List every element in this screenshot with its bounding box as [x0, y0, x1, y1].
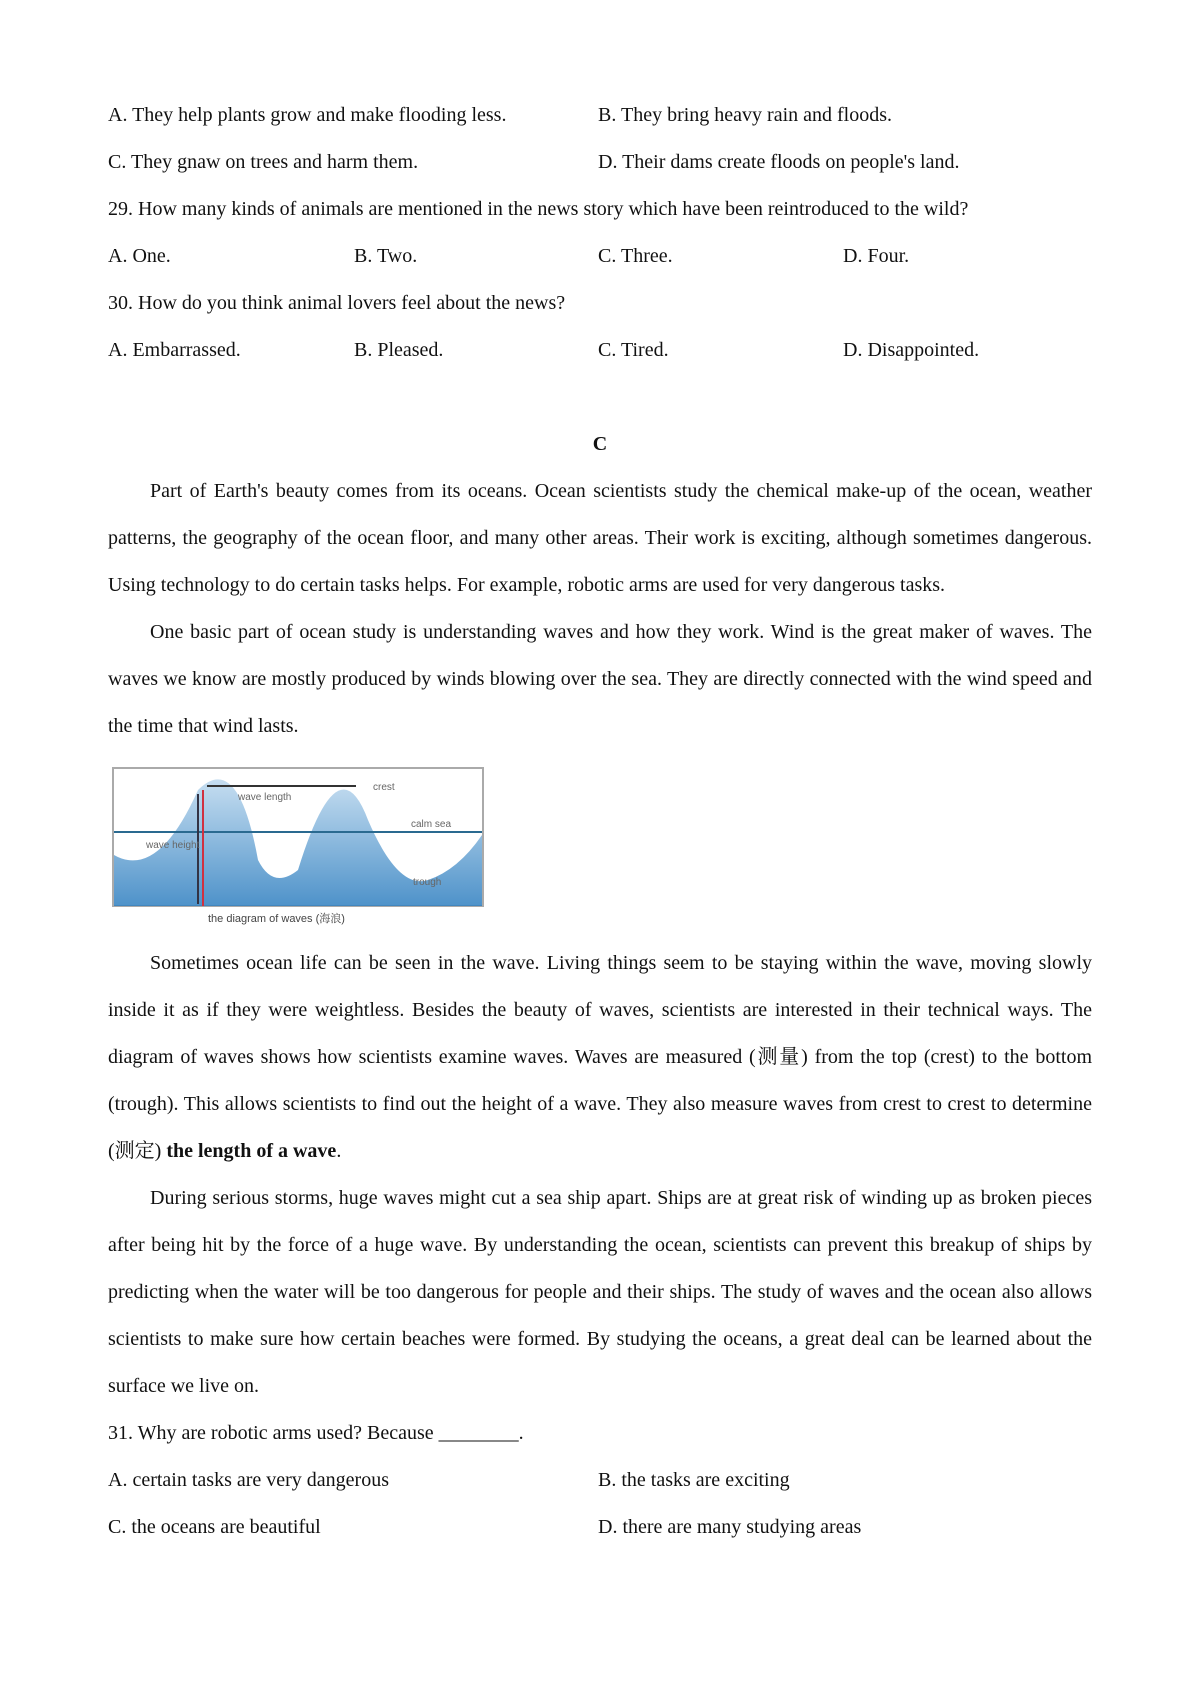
period: .: [336, 1140, 342, 1162]
option-d: D. Their dams create floods on people's land.: [598, 151, 960, 173]
option-a: A. certain tasks are very dangerous: [108, 1469, 389, 1491]
paragraph-1: Part of Earth's beauty comes from its oceans. Ocean scientists study the chemical make-up of the ocean, weather patterns, the geography of the ocean floor, and many other areas. Their work is exciting, although sometimes dangerous. Using technology to do certain tasks helps. For example, robotic arms are used for very dangerous tasks.: [108, 480, 1092, 596]
option-d: D. there are many studying areas: [598, 1516, 862, 1538]
q28-options-row2: [108, 139, 1092, 186]
option-d: D. Four.: [843, 245, 910, 267]
section-heading: C: [592, 433, 608, 455]
label-crest: crest: [373, 782, 395, 793]
option-c: C. They gnaw on trees and harm them.: [108, 151, 419, 173]
q30-options: [108, 327, 1092, 374]
option-b: B. the tasks are exciting: [598, 1469, 790, 1491]
paragraph-4: During serious storms, huge waves might cut a sea ship apart. Ships are at great risk of winding up as broken pieces after being hit by the force of a huge wave. By understanding the ocean, scientists can prevent this breakup of ships by predicting when the water will be too dangerous for people and their ships. The study of waves and the ocean also allows scientists to make sure how certain beaches were formed. By studying the oceans, a great deal can be learned about the surface we live on.: [108, 1187, 1092, 1397]
q31-options-row1: [108, 1457, 1092, 1504]
q31-options-row2: [108, 1504, 1092, 1551]
option-c: C. the oceans are beautiful: [108, 1516, 321, 1538]
option-a: A. One.: [108, 245, 171, 267]
label-wave-height: wave height: [146, 840, 200, 851]
option-a: A. Embarrassed.: [108, 339, 241, 361]
option-b: B. Pleased.: [354, 339, 444, 361]
option-c: C. Tired.: [598, 339, 669, 361]
wave-diagram: [108, 760, 488, 932]
q29-stem: 29. How many kinds of animals are mentioned in the news story which have been reintroduced to the wild?: [108, 198, 969, 220]
label-trough: trough: [413, 877, 442, 888]
q28-options-row1: [108, 92, 1092, 139]
q29-options: [108, 233, 1092, 280]
option-b: B. Two.: [354, 245, 418, 267]
label-calm-sea: calm sea: [411, 819, 452, 830]
paragraph-3: [108, 940, 1092, 1175]
option-b: B. They bring heavy rain and floods.: [598, 104, 893, 126]
option-a: A. They help plants grow and make flooding less.: [108, 104, 507, 126]
option-c: C. Three.: [598, 245, 673, 267]
option-d: D. Disappointed.: [843, 339, 980, 361]
label-wave-length: wave length: [238, 792, 292, 803]
paragraph-3-text: Sometimes ocean life can be seen in the wave. Living things seem to be staying within the wave, moving slowly inside it as if they were weightless. Besides the beauty of waves, scientists are interested in their technical ways. The diagram of waves shows how scientists examine waves. Waves are measured (测量) from the top (crest) to the bottom (trough). This allows scientists to find out the height of a wave. They also measure waves from crest to crest to determine (测定): [108, 952, 1092, 1162]
q31-stem: 31. Why are robotic arms used? Because ________.: [108, 1422, 524, 1444]
paragraph-2: One basic part of ocean study is understanding waves and how they work. Wind is the great maker of waves. The waves we know are mostly produced by winds blowing over the sea. They are directly connected with the wind speed and the time that wind lasts.: [108, 621, 1092, 737]
diagram-caption: the diagram of waves (海浪): [208, 913, 345, 925]
q30-stem: 30. How do you think animal lovers feel about the news?: [108, 292, 566, 314]
bold-phrase: the length of a wave: [166, 1140, 337, 1162]
